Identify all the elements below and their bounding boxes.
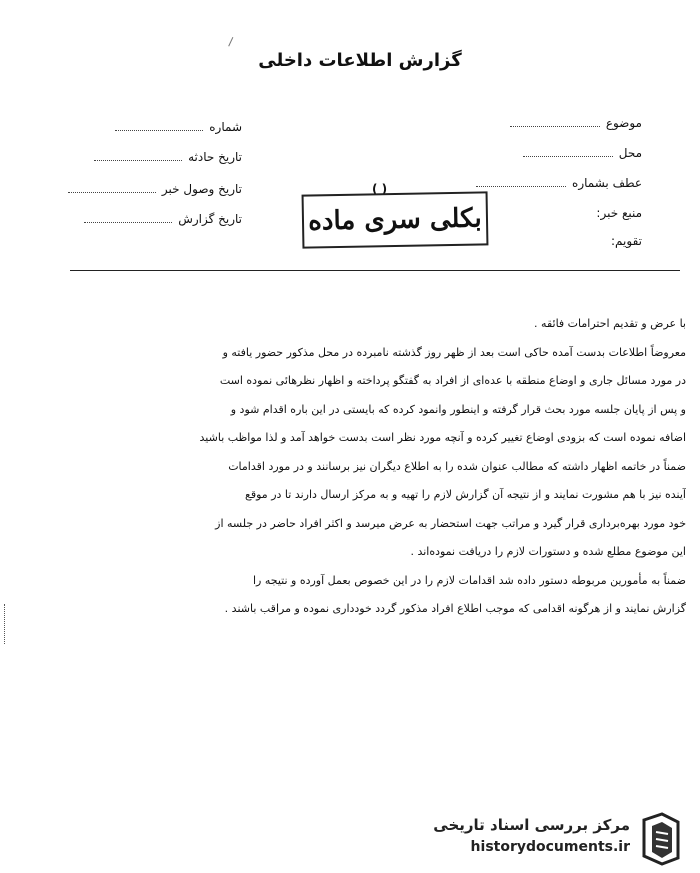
field-report-date bbox=[84, 212, 242, 226]
field-label: شماره bbox=[209, 120, 242, 134]
field-value bbox=[115, 120, 203, 131]
field-label: محل bbox=[618, 146, 642, 160]
field-label: تاریخ گزارش bbox=[178, 212, 242, 226]
body-line: و پس از پایان جلسه مورد بحث قرار گرفته و اینطور وانمود کرده که بایستی در این باره اقدام شود و bbox=[230, 402, 686, 416]
book-logo-icon bbox=[638, 812, 684, 866]
field-value bbox=[68, 182, 156, 193]
pen-mark bbox=[228, 37, 239, 49]
body-line: معروضاً اطلاعات بدست آمده حاکی است بعد از ظهر روز گذشته نامبرده در محل مذکور حضور یافته و bbox=[222, 345, 686, 359]
archive-footer bbox=[425, 812, 690, 867]
body-line: آینده نیز با هم مشورت نمایند و از نتیجه آن گزارش لازم را تهیه و به مرکز ارسال دارند تا در موقع bbox=[245, 488, 686, 501]
field-label: تاریخ وصول خبر bbox=[161, 182, 242, 196]
center-mark: ( ) bbox=[372, 182, 388, 196]
archive-url[interactable]: historydocuments.ir bbox=[470, 839, 630, 855]
archive-name: مرکز بررسی اسناد تاریخی bbox=[433, 816, 630, 834]
stamp-text: بکلی سری ماده bbox=[308, 203, 483, 237]
field-number bbox=[115, 120, 242, 134]
document-title: گزارش اطلاعات داخلی bbox=[258, 50, 462, 71]
field-reference bbox=[476, 176, 642, 190]
field-value bbox=[476, 176, 566, 187]
field-label: تقویم: bbox=[611, 234, 642, 248]
body-line: در مورد مسائل جاری و اوضاع منطقه با عده‌ای از افراد به گفتگو پرداخته و اظهار نظرهائی نموده است bbox=[219, 374, 686, 387]
field-label: تاریخ حادثه bbox=[188, 150, 242, 164]
body-line: با عرض و تقدیم احترامات فائقه . bbox=[534, 317, 686, 330]
field-value bbox=[523, 146, 613, 157]
body-line: خود مورد بهره‌برداری قرار گیرد و مراتب جهت استحضار به عرض میرسد و اکثر افراد حاضر در جلسه از bbox=[215, 516, 686, 530]
margin-marks bbox=[4, 604, 11, 644]
body-line: ضمناً در خاتمه اظهار داشته که مطالب عنوان شده را به اطلاع دیگران نیز برسانند و در مورد اقدامات bbox=[228, 459, 686, 473]
field-incident-date bbox=[94, 150, 242, 164]
field-subject bbox=[510, 116, 642, 130]
body-line: گزارش نمایند و از هرگونه اقدامی که موجب اطلاع افراد مذکور گردد خودداری نموده و مراقب باشند . bbox=[224, 602, 686, 615]
field-receipt-date bbox=[68, 182, 242, 196]
field-location bbox=[523, 146, 642, 160]
field-label: عطف بشماره bbox=[572, 176, 642, 190]
field-value bbox=[510, 116, 600, 127]
field-label: موضوع bbox=[605, 116, 642, 130]
field-value bbox=[94, 150, 182, 161]
body-line: اضافه نموده است که بزودی اوضاع تغییر کرده و آنچه مورد نظر است بدست خواهد آمد و لذا مواظب باشید bbox=[199, 431, 686, 444]
field-source bbox=[596, 206, 642, 220]
body-line: ضمناً به مأمورین مربوطه دستور داده شد اقدامات لازم را در این خصوص بعمل آورده و نتیجه را bbox=[252, 573, 686, 587]
report-body bbox=[58, 310, 686, 624]
header-divider bbox=[70, 270, 680, 271]
body-line: این موضوع مطلع شده و دستورات لازم را دریافت نموده‌اند . bbox=[410, 545, 686, 558]
field-calendar bbox=[611, 234, 642, 248]
classification-stamp bbox=[302, 191, 489, 248]
field-label: منبع خبر: bbox=[596, 206, 642, 220]
field-value bbox=[84, 212, 172, 223]
